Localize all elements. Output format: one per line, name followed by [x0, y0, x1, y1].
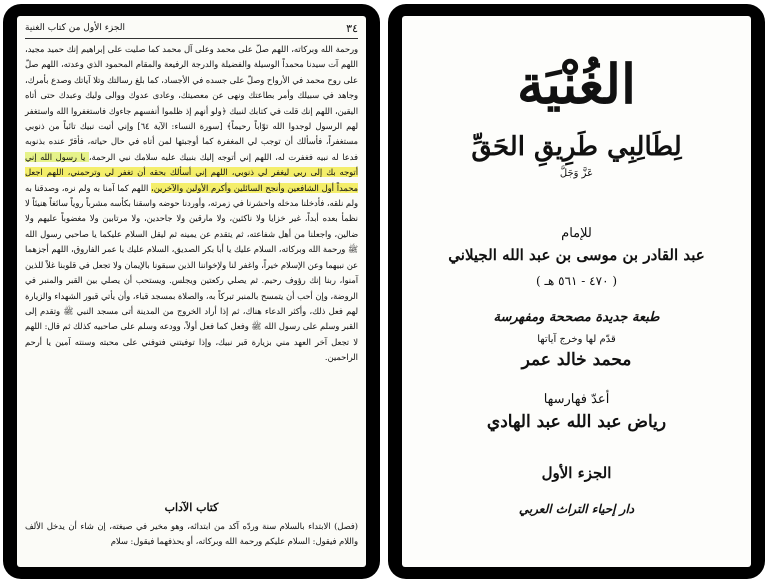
paragraph [25, 42, 358, 366]
book-subtitle: لِطَالِبِي طَرِيقِ الحَقِّ [471, 132, 682, 162]
indexer-label: أعدّ فهارسها [543, 392, 610, 407]
editor-label: قدّم لها وخرج آياتها [537, 334, 616, 345]
indexer-name: رياض عبد الله عبد الهادي [486, 412, 667, 432]
text-run: اللهم كما آمنا به ولم نره، وصدقنا به ولم نلقه، فأدخلنا مدخله واحشرنا في زمرته، وأوردنا حوضه واسقنا بكأسه مشرباً روياً سائغاً هنيئاً لا نظمأ بعده أبداً، غير خزايا ولا ناكثين، ولا مارقين ولا جاحدين، ولا مرتابين ولا مغضوباً عليهم ولا ضالين، واجعلنا من أهل شفاعته، ثم يتقدم عن يمينه ثم ليقل السلام عليكما يا صاحبي رسول الله ﷺ ورحمة الله وبركاته، السلام عليك يا أبا بكر الصديق، السلام عليك يا عمر الفاروق، اللهم أجزهما عن نبيهما وعن الإسلام خيراً، واغفر لنا ولإخواننا الذين سبقونا بالإيمان ولا تجعل في قلوبنا غلاً للذين آمنوا، ربنا إنك رؤوف رحيم. ثم يصلي ركعتين ويجلس. ويستحب أن يصلي بين القبر والمنبر في الروضة، وإن أحب أن يتمسح بالمنبر تبركاً به، والصلاة بمسجد قباء، وأن يأتي قبور الشهداء والزيارة لهم فعل ذلك، وأكثر الدعاء هناك، ثم إذا أراد الخروج من المدينة أتى مسجد النبي ﷺ وتقدم إلى القبر وسلم على رسول الله ﷺ وفعل كما فعل أولاً، وودعه وسلم على صاحبيه كذلك ثم قال: اللهم لا تجعل آخر العهد مني بزيارة قبر نبيك، وإذا توفيتني فتوفني على محبته وسنته آمين يا أرحم الراحمين. [25, 182, 358, 363]
page-number: ٣٤ [346, 22, 358, 35]
author-name: عبد القادر بن موسى بن عبد الله الجيلاني [448, 246, 705, 264]
book-title: الغُنْيَة [516, 52, 637, 116]
highlighted-text: أتوجه بك إلى ربي ليغفر لي ذنوبي، اللهم إني أسألك بحقه أن تغفر لي وترحمني، اللهم اجعل محمداً أول الشافعين وأنجح السائلين وأكرم الأولين والآخرين، [25, 167, 358, 193]
author-prefix: للإمام [561, 226, 592, 241]
page-header [25, 20, 358, 38]
main-text [25, 42, 358, 366]
section-title: كتاب الآداب [164, 501, 219, 514]
text-run: ورحمة الله وبركاته، اللهم صلّ على محمد وعلى آل محمد كما صليت على إبراهيم إنك حميد مجيد، اللهم آت سيدنا محمداً الوسيلة والفضيلة والدرجة الرفيعة والمقام المحمود الذي وعدته، اللهم صلّ على روح محمد في الأرواح وصلّ على جسده في الأجساد، كما بلغ رسالتك وتلا آياتك وصدع بأمرك، وجاهد في سبيلك وأمر بطاعتك ونهى عن معصيتك، وعادى عدوك ووالى وليك وعبدك حتى أتاه اليقين، اللهم إنك قلت في كتابك لنبيك ﴿ولو أنهم إذ ظلموا أنفسهم جاءوك فاستغفروا الله واستغفر لهم الرسول لوجدوا الله توّاباً رحيماً﴾ [سورة النساء: الآية ٦٤] وإني أتيت نبيك تائباً من ذنوبي مستغفراً، فأسألك أن توجب لي المغفرة كما أوجبتها لمن أتاه في حال حياته، فأقرّ عنده بذنوبه فدعا له نبيه فغفرت له، اللهم إني أتوجه إليك بنبيك عليه سلامك نبي الرحمة، [25, 44, 359, 162]
left-page [3, 4, 380, 579]
left-page-paper [17, 16, 366, 567]
honorific: عَزَّ وَجَلَّ [559, 168, 594, 179]
author-dates: ( ٤٧٠ - ٥٦١ هـ ) [535, 274, 618, 288]
running-header: الجزء الأول من كتاب الغنية [25, 23, 125, 33]
header-rule [25, 38, 358, 39]
right-page [388, 4, 765, 579]
publisher-name: دار إحياء التراث العربي [518, 502, 635, 516]
edition-note: طبعة جديدة مصححة ومفهرسة [493, 310, 660, 325]
volume-label: الجزء الأول [541, 464, 612, 482]
title-page-paper [402, 16, 751, 567]
editor-name: محمد خالد عمر [521, 350, 632, 370]
highlighted-text: يا رسول الله إني [25, 151, 89, 162]
section-text: (فصل) الابتداء بالسلام سنة وردّه آكد من ابتدائه، وهو مخير في صيغته، إن شاء أن يدخل الألف واللام فيقول: السلام عليكم ورحمة الله وبركاته، أو يحذفهما فيقول: سلام [25, 521, 358, 547]
